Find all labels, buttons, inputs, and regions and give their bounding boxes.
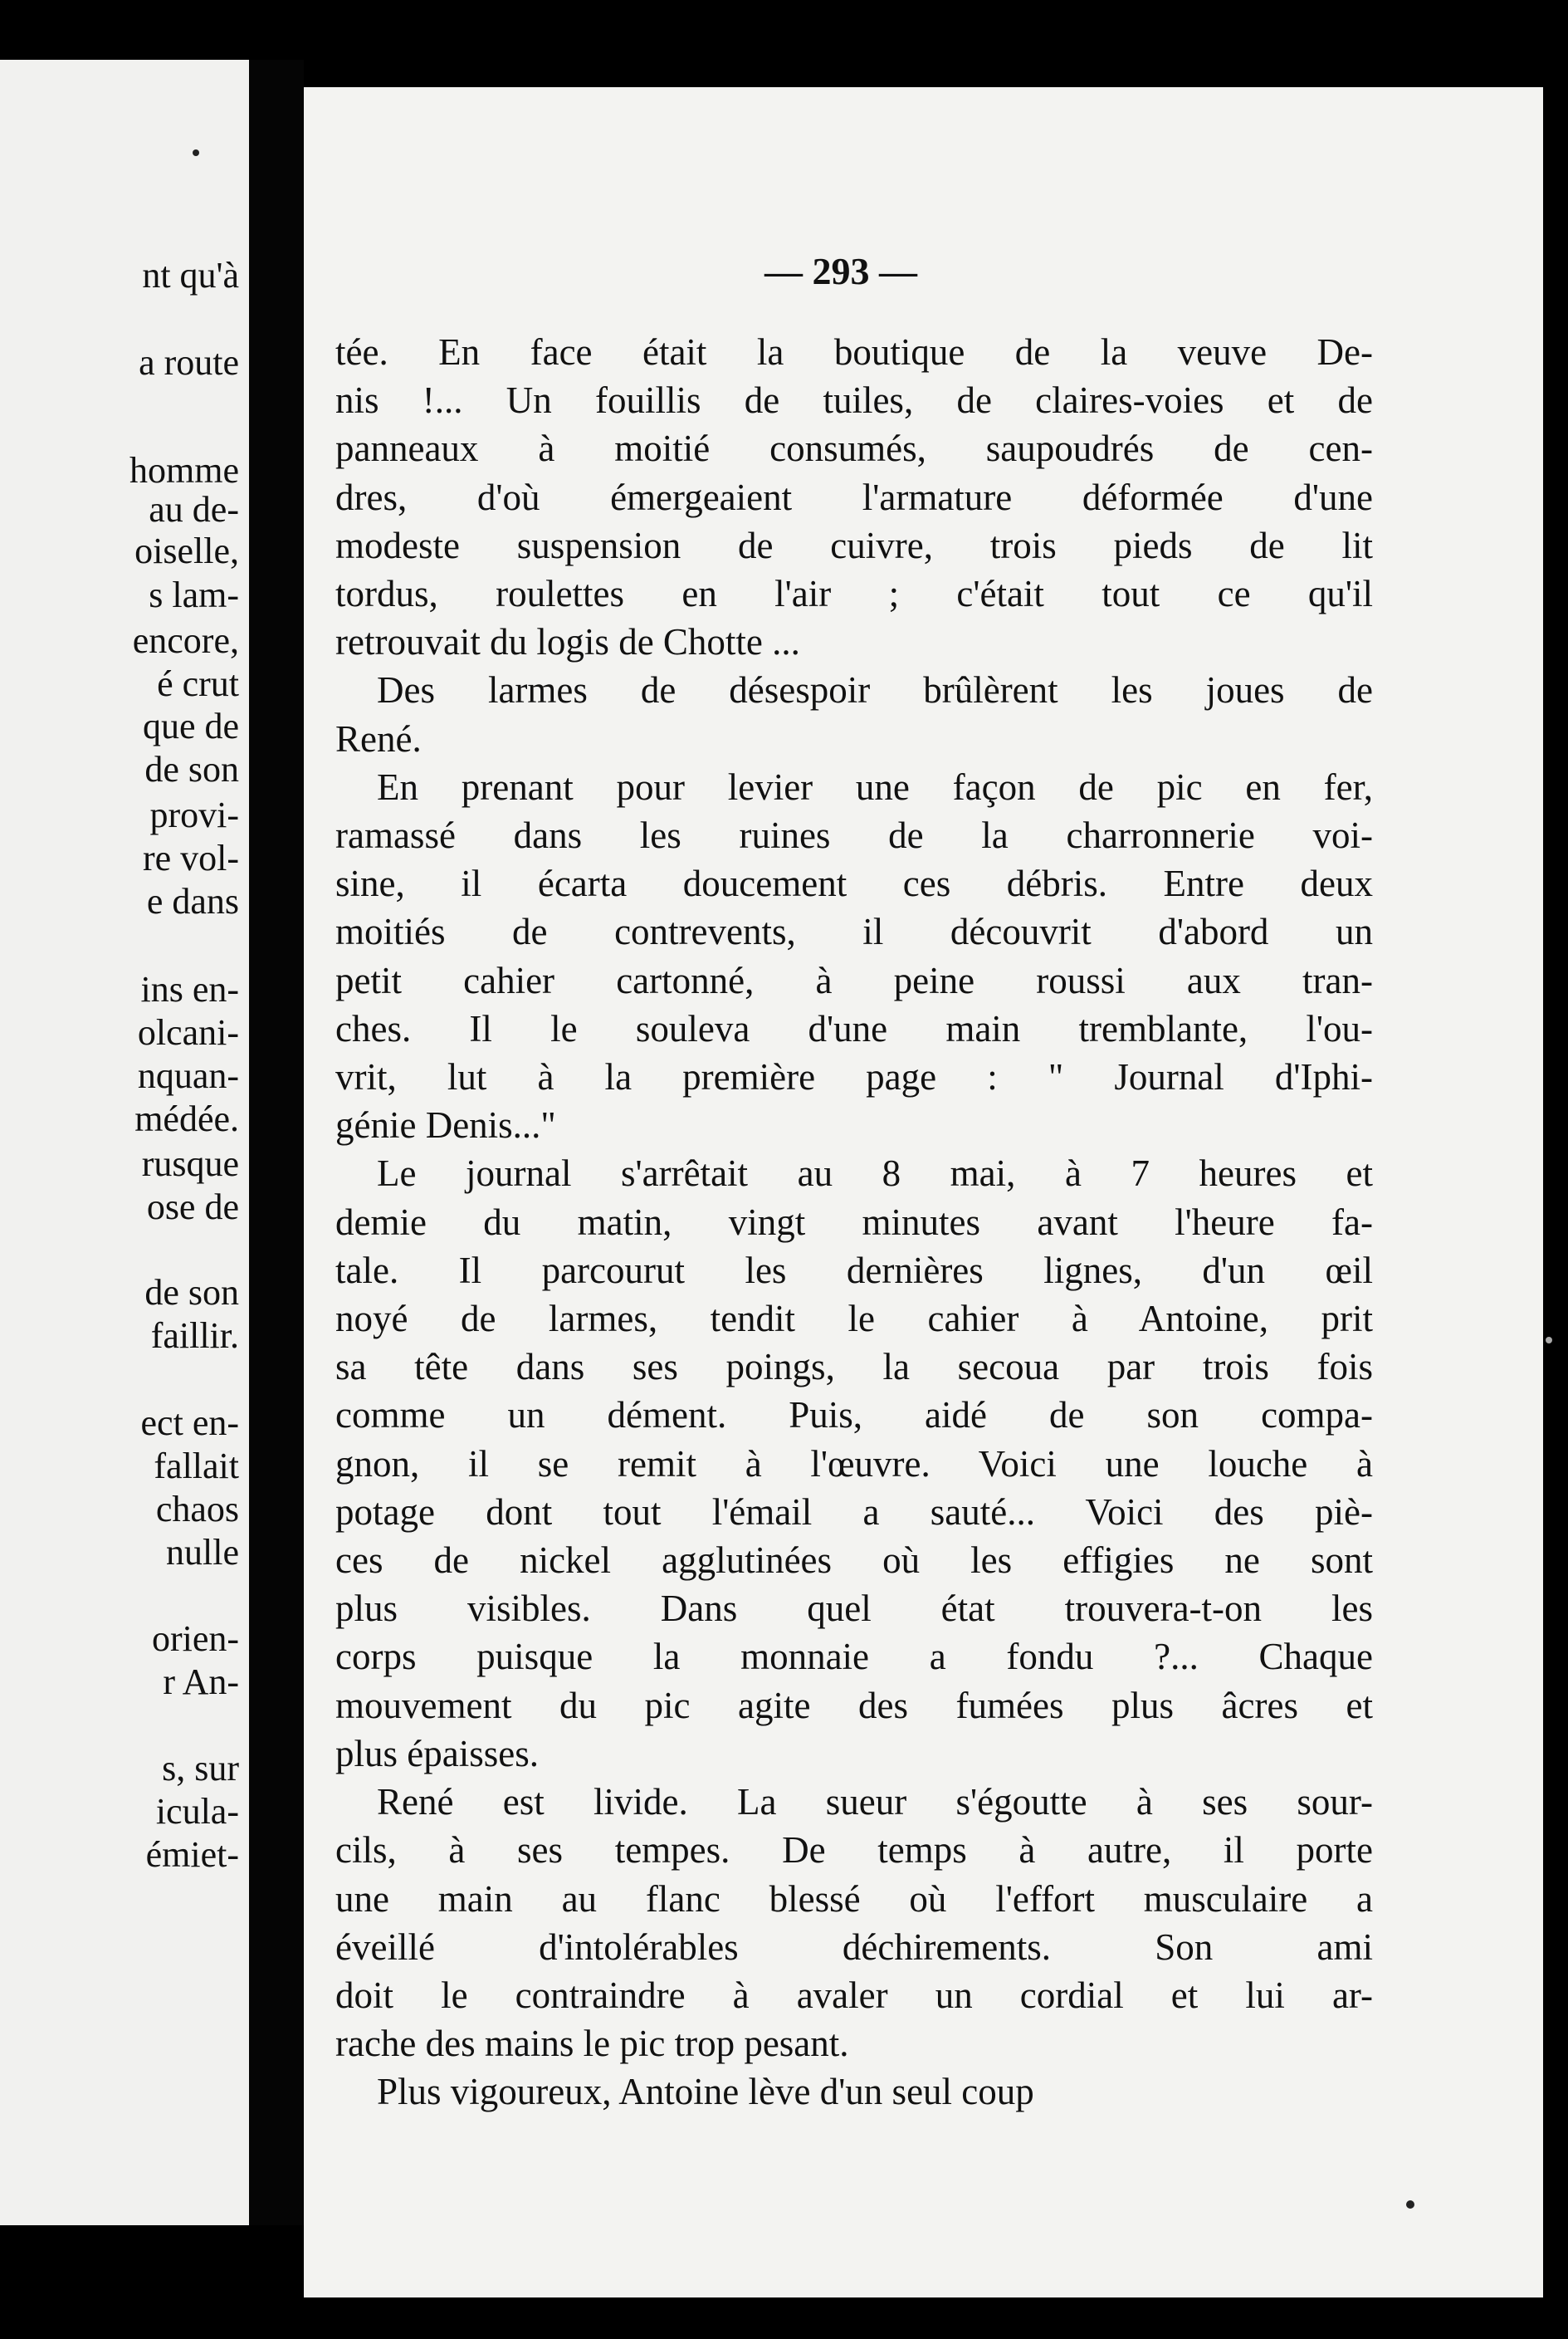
left-page-line: a route xyxy=(139,342,239,383)
paragraph xyxy=(335,2067,1373,2116)
left-page-line: s, sur xyxy=(162,1748,239,1789)
left-page-line: fallait xyxy=(154,1446,239,1486)
left-page-line: encore, xyxy=(132,620,239,661)
main-page xyxy=(304,87,1543,2297)
text-line: moitiés de contrevents, il découvrit d'abord un xyxy=(335,911,1373,953)
text-line: plus visibles. Dans quel état trouvera-t-on les xyxy=(335,1588,1373,1630)
text-line: René. xyxy=(335,717,422,760)
text-line: ramassé dans les ruines de la charronnerie voi- xyxy=(335,815,1373,857)
specks xyxy=(1546,1337,1552,1343)
left-page-line: ose de xyxy=(146,1187,239,1227)
text-line: ches. Il le souleva d'une main tremblante, l'ou- xyxy=(335,1007,1373,1050)
left-page-line: médée. xyxy=(134,1099,239,1139)
text-line: panneaux à moitié consumés, saupoudrés de cen- xyxy=(335,428,1373,470)
left-page-line: nquan- xyxy=(137,1055,239,1096)
left-facing-page xyxy=(0,60,249,2225)
left-page-line: provi- xyxy=(149,795,239,835)
left-page-line: s lam- xyxy=(149,575,239,615)
text-line: sine, il écarta doucement ces débris. Entre deux xyxy=(335,863,1373,905)
left-page-line: nt qu'à xyxy=(142,255,239,296)
text-line: tale. Il parcourut les dernières lignes, d'un œil xyxy=(335,1249,1373,1291)
text-line: sa tête dans ses poings, la secoua par trois fois xyxy=(335,1346,1373,1388)
text-line: Plus vigoureux, Antoine lève d'un seul coup xyxy=(377,2071,1034,2113)
text-line: retrouvait du logis de Chotte ... xyxy=(335,621,800,663)
text-line: nis !... Un fouillis de tuiles, de claires-voies et de xyxy=(335,379,1373,422)
left-page-line: oiselle, xyxy=(134,531,239,571)
left-page-line: e dans xyxy=(146,881,239,922)
text-line: mouvement du pic agite des fumées plus âcres et xyxy=(335,1684,1373,1726)
body-text xyxy=(335,328,1373,2116)
text-line: demie du matin, vingt minutes avant l'heure fa- xyxy=(335,1201,1373,1243)
paragraph xyxy=(335,1149,1373,1778)
text-line: Des larmes de désespoir brûlèrent les joues de xyxy=(377,669,1373,712)
left-page-line: de son xyxy=(144,749,239,790)
left-page-line: rusque xyxy=(141,1143,239,1184)
specks xyxy=(193,149,199,156)
text-line: rache des mains le pic trop pesant. xyxy=(335,2023,849,2065)
text-line: En prenant pour levier une façon de pic en fer, xyxy=(377,766,1373,808)
left-page-line: icula- xyxy=(155,1791,239,1832)
text-line: gnon, il se remit à l'œuvre. Voici une louche à xyxy=(335,1442,1373,1485)
text-line: René est livide. La sueur s'égoutte à ses sour- xyxy=(377,1781,1373,1823)
text-line: comme un dément. Puis, aidé de son compa- xyxy=(335,1394,1373,1436)
paragraph xyxy=(335,666,1373,762)
left-page-line: ect en- xyxy=(140,1402,239,1443)
text-line: Le journal s'arrêtait au 8 mai, à 7 heures et xyxy=(377,1152,1373,1195)
left-page-line: orien- xyxy=(151,1618,239,1659)
left-page-line: faillir. xyxy=(150,1315,239,1356)
text-line: petit cahier cartonné, à peine roussi aux tran- xyxy=(335,959,1373,1001)
text-line: noyé de larmes, tendit le cahier à Antoine, prit xyxy=(335,1298,1373,1340)
text-line: une main au flanc blessé où l'effort musculaire a xyxy=(335,1877,1373,1920)
text-line: ces de nickel agglutinées où les effigies ne sont xyxy=(335,1539,1373,1582)
text-line: corps puisque la monnaie a fondu ?... Chaque xyxy=(335,1636,1373,1678)
left-page-line: au de- xyxy=(149,489,239,530)
left-page-line: olcani- xyxy=(137,1012,239,1053)
text-line: tée. En face était la boutique de la veuve De- xyxy=(335,331,1373,373)
left-page-line: que de xyxy=(142,706,239,746)
left-page-line: émiet- xyxy=(145,1834,239,1875)
text-line: doit le contraindre à avaler un cordial et lui ar- xyxy=(335,1974,1373,2016)
text-line: génie Denis..." xyxy=(335,1104,556,1147)
text-line: cils, à ses tempes. De temps à autre, il porte xyxy=(335,1829,1373,1872)
text-line: plus épaisses. xyxy=(335,1732,539,1774)
paragraph xyxy=(335,328,1373,666)
book-gutter xyxy=(249,60,304,2225)
left-page-line: é crut xyxy=(157,663,239,704)
page-number: — 293 — xyxy=(764,250,917,292)
text-line: éveillé d'intolérables déchirements. Son ami xyxy=(335,1926,1373,1968)
text-line: dres, d'où émergeaient l'armature déformée d'une xyxy=(335,476,1373,518)
left-page-line: chaos xyxy=(155,1489,239,1529)
text-line: potage dont tout l'émail a sauté... Voici des piè- xyxy=(335,1490,1373,1533)
paragraph xyxy=(335,1778,1373,2067)
left-page-line: de son xyxy=(144,1272,239,1313)
specks xyxy=(1406,2200,1414,2209)
left-page-line: re vol- xyxy=(142,838,239,878)
text-line: modeste suspension de cuivre, trois pieds de lit xyxy=(335,524,1373,566)
left-page-line: nulle xyxy=(166,1532,239,1573)
left-page-line: r An- xyxy=(163,1661,239,1702)
paragraph xyxy=(335,763,1373,1150)
left-page-line: homme xyxy=(129,450,239,491)
text-line: vrit, lut à la première page : " Journal d'Iphi- xyxy=(335,1056,1373,1099)
text-line: tordus, roulettes en l'air ; c'était tout ce qu'il xyxy=(335,573,1373,615)
left-page-line: ins en- xyxy=(140,969,239,1010)
